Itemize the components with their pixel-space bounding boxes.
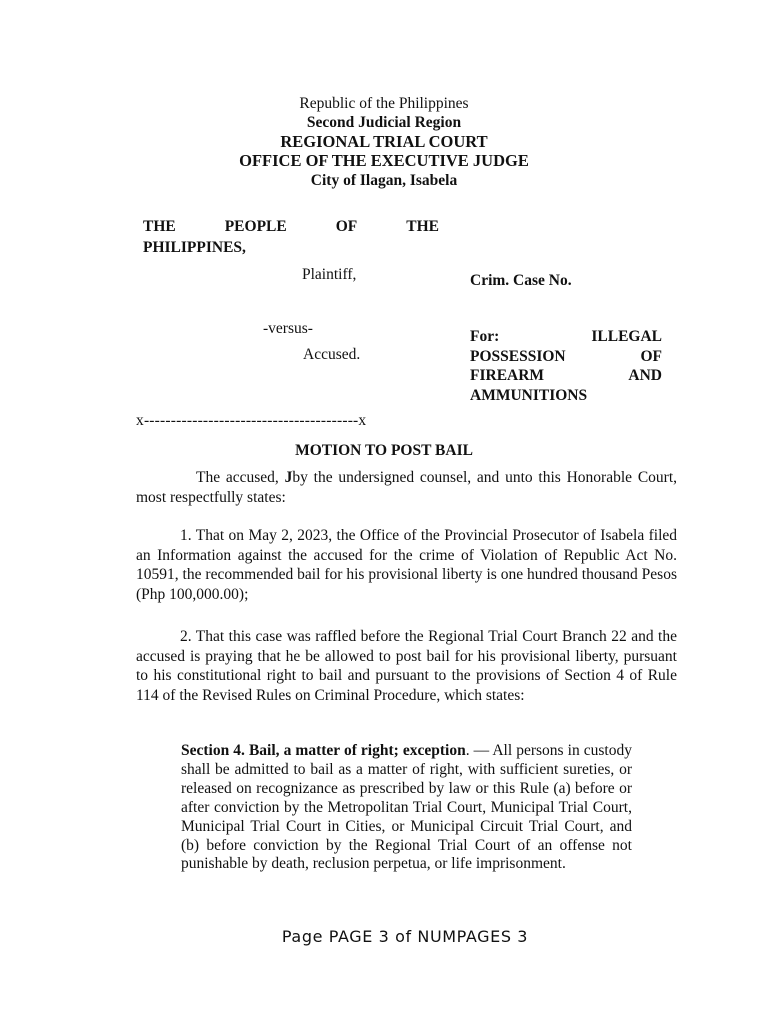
- party-word: PEOPLE: [224, 218, 287, 235]
- plaintiff-label: Plaintiff,: [302, 266, 357, 283]
- charge-line-4: AMMUNITIONS: [470, 386, 588, 404]
- case-party-plaintiff: [143, 216, 439, 258]
- charge-word: POSSESSION: [470, 347, 566, 365]
- case-number-label: Crim. Case No.: [470, 272, 572, 289]
- party-line-1: [143, 216, 439, 237]
- party-word: THE: [406, 218, 439, 235]
- intro-text-pre: The accused,: [196, 469, 285, 486]
- charge-line-1: [470, 327, 662, 347]
- accused-initial: J: [284, 469, 293, 486]
- party-word: THE: [143, 218, 176, 235]
- intro-text-post: by the undersigned counsel, and unto this Honorable Court, most respectfully states:: [136, 469, 677, 506]
- header-republic: Republic of the Philippines: [299, 95, 469, 112]
- charge-word: For:: [470, 328, 500, 345]
- case-charge: [470, 327, 662, 405]
- header-office: OFFICE OF THE EXECUTIVE JUDGE: [239, 151, 529, 170]
- quote-heading: Section 4. Bail, a matter of right; exception: [181, 742, 466, 759]
- party-word: OF: [335, 218, 358, 235]
- header-city: City of Ilagan, Isabela: [310, 172, 458, 189]
- page-footer: Page PAGE 3 of NUMPAGES 3: [281, 927, 529, 946]
- charge-word: AND: [628, 367, 662, 384]
- charge-word: OF: [640, 347, 662, 365]
- accused-label: Accused.: [303, 346, 361, 363]
- versus-label: -versus-: [263, 320, 313, 337]
- header-region: Second Judicial Region: [306, 114, 462, 131]
- paragraph-2-text: 2. That this case was raffled before the Regional Trial Court Branch 22 and the accused is praying that he be allowed to post bail for his provisional liberty, pursuant to his constitutional right to bail and pursuant to the provisions of Section 4 of Rule 114 of the Revised Rules on Criminal Procedure, which states:: [136, 628, 677, 704]
- charge-word: FIREARM: [470, 367, 545, 384]
- charge-word: ILLEGAL: [591, 328, 662, 345]
- header-court: REGIONAL TRIAL COURT: [280, 132, 488, 151]
- intro-paragraph: [136, 468, 677, 507]
- quoted-rule: [181, 742, 632, 874]
- charge-line-2: [470, 347, 662, 367]
- quote-body: . — All persons in custody shall be admitted to bail as a matter of right, with sufficient sureties, or released on recognizance as prescribed by law or this Rule (a) before or after conviction by the Metropolitan Trial Court, Municipal Trial Court, Municipal Trial Court in Cities, or Municipal Circuit Trial Court, and (b) before conviction by the Regional Trial Court of an offense not punishable by death, reclusion perpetua, or life imprisonment.: [181, 742, 632, 873]
- paragraph-2: [136, 627, 677, 705]
- caption-separator: x----------------------------------------x: [136, 412, 367, 429]
- party-line-2: PHILIPPINES,: [143, 239, 246, 256]
- paragraph-1: [136, 526, 677, 604]
- paragraph-1-text: 1. That on May 2, 2023, the Office of the Provincial Prosecutor of Isabela filed an Information against the accused for the crime of Violation of Republic Act No. 10591, the recommended bail for his provisional liberty is one hundred thousand Pesos (Php 100,000.00);: [136, 527, 677, 603]
- charge-line-3: [470, 366, 662, 386]
- motion-title: MOTION TO POST BAIL: [295, 442, 473, 459]
